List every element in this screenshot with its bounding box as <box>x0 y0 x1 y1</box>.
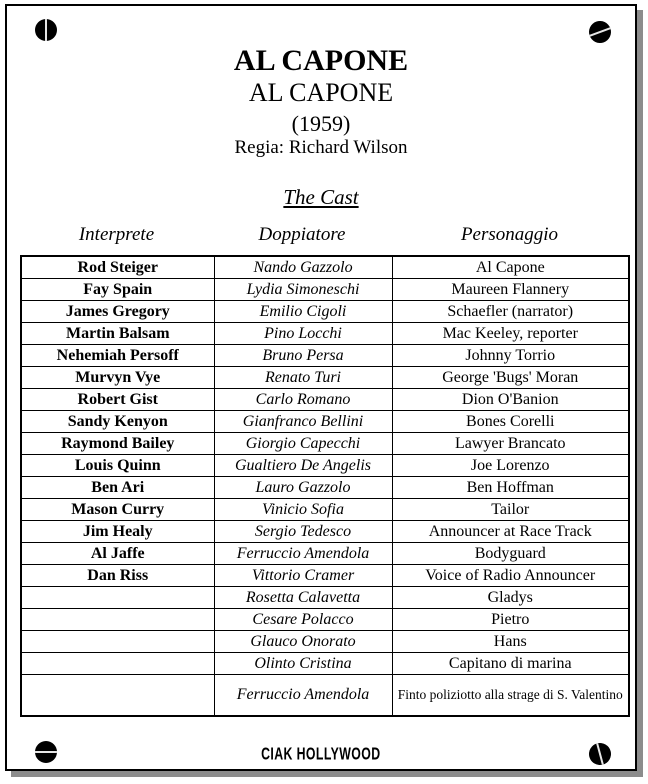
cell-personaggio: Al Capone <box>392 256 629 279</box>
film-header <box>7 6 635 159</box>
cell-interprete: Dan Riss <box>21 564 214 586</box>
cell-doppiatore: Lauro Gazzolo <box>214 476 392 498</box>
column-header-personaggio: Personaggio <box>460 223 559 245</box>
cell-interprete: Louis Quinn <box>21 454 214 476</box>
cast-table-row <box>21 520 629 542</box>
cast-table-row <box>21 608 629 630</box>
film-year: (1959) <box>291 110 351 136</box>
cell-interprete <box>21 674 214 716</box>
cell-doppiatore: Sergio Tedesco <box>214 520 392 542</box>
cast-table-row <box>21 256 629 279</box>
cell-interprete: Robert Gist <box>21 388 214 410</box>
dubbing-card-page <box>5 4 637 771</box>
director-line: Regia: Richard Wilson <box>234 136 408 158</box>
ciak-hollywood-logo: CIAK HOLLYWOOD <box>261 744 381 765</box>
cell-personaggio: Pietro <box>392 608 629 630</box>
original-title: AL CAPONE <box>248 78 394 107</box>
cell-doppiatore: Ferruccio Amendola <box>214 674 392 716</box>
cast-table-row <box>21 344 629 366</box>
cast-table <box>20 255 630 717</box>
cell-doppiatore: Pino Locchi <box>214 322 392 344</box>
cell-personaggio: Maureen Flannery <box>392 278 629 300</box>
cell-personaggio: Lawyer Brancato <box>392 432 629 454</box>
cast-table-row <box>21 586 629 608</box>
cast-table-body <box>21 256 629 716</box>
cast-table-column-headers <box>20 224 628 246</box>
cast-table-row <box>21 476 629 498</box>
cell-interprete: Martin Balsam <box>21 322 214 344</box>
cast-table-row <box>21 366 629 388</box>
cast-table-row <box>21 432 629 454</box>
cell-doppiatore: Vinicio Sofia <box>214 498 392 520</box>
cell-doppiatore: Renato Turi <box>214 366 392 388</box>
cell-doppiatore: Rosetta Calavetta <box>214 586 392 608</box>
cell-interprete <box>21 608 214 630</box>
cell-doppiatore: Bruno Persa <box>214 344 392 366</box>
cell-personaggio: Finto poliziotto alla strage di S. Valentino <box>392 674 629 716</box>
cell-doppiatore: Ferruccio Amendola <box>214 542 392 564</box>
cast-table-row <box>21 322 629 344</box>
cell-personaggio: Hans <box>392 630 629 652</box>
cast-table-row <box>21 300 629 322</box>
cell-interprete: Sandy Kenyon <box>21 410 214 432</box>
cell-interprete: Ben Ari <box>21 476 214 498</box>
cell-interprete: Murvyn Vye <box>21 366 214 388</box>
cast-table-row <box>21 454 629 476</box>
cell-interprete <box>21 630 214 652</box>
page-title: AL CAPONE <box>233 44 409 77</box>
cell-interprete: Fay Spain <box>21 278 214 300</box>
cell-doppiatore: Carlo Romano <box>214 388 392 410</box>
cell-personaggio: Bones Corelli <box>392 410 629 432</box>
cell-interprete: Nehemiah Persoff <box>21 344 214 366</box>
cell-doppiatore: Vittorio Cramer <box>214 564 392 586</box>
cast-table-row <box>21 564 629 586</box>
cell-doppiatore: Lydia Simoneschi <box>214 278 392 300</box>
cell-personaggio: Mac Keeley, reporter <box>392 322 629 344</box>
cast-section-heading <box>7 185 635 210</box>
cell-personaggio: Capitano di marina <box>392 652 629 674</box>
cell-doppiatore: Nando Gazzolo <box>214 256 392 279</box>
cast-table-row <box>21 278 629 300</box>
cell-doppiatore: Gualtiero De Angelis <box>214 454 392 476</box>
screw-icon <box>35 19 57 41</box>
cell-personaggio: Johnny Torrio <box>392 344 629 366</box>
cell-personaggio: Joe Lorenzo <box>392 454 629 476</box>
cell-personaggio: Bodyguard <box>392 542 629 564</box>
cast-table-row <box>21 410 629 432</box>
column-header-doppiatore: Doppiatore <box>258 223 346 245</box>
cell-interprete <box>21 652 214 674</box>
cell-personaggio: Ben Hoffman <box>392 476 629 498</box>
cell-doppiatore: Emilio Cigoli <box>214 300 392 322</box>
cell-personaggio: Announcer at Race Track <box>392 520 629 542</box>
cell-doppiatore: Cesare Polacco <box>214 608 392 630</box>
cast-table-row <box>21 630 629 652</box>
cast-table-row <box>21 498 629 520</box>
cell-personaggio: Gladys <box>392 586 629 608</box>
cast-heading-text: The Cast <box>283 184 359 209</box>
cell-personaggio: George 'Bugs' Moran <box>392 366 629 388</box>
cell-doppiatore: Glauco Onorato <box>214 630 392 652</box>
cell-interprete: Jim Healy <box>21 520 214 542</box>
cell-personaggio: Schaefler (narrator) <box>392 300 629 322</box>
cell-doppiatore: Olinto Cristina <box>214 652 392 674</box>
cell-interprete <box>21 586 214 608</box>
cell-doppiatore: Gianfranco Bellini <box>214 410 392 432</box>
cell-personaggio: Voice of Radio Announcer <box>392 564 629 586</box>
cell-interprete: Rod Steiger <box>21 256 214 279</box>
column-header-interprete: Interprete <box>78 223 155 245</box>
cell-doppiatore: Giorgio Capecchi <box>214 432 392 454</box>
cell-interprete: Al Jaffe <box>21 542 214 564</box>
footer <box>7 746 635 764</box>
cast-table-row <box>21 674 629 716</box>
cell-interprete: Mason Curry <box>21 498 214 520</box>
cell-personaggio: Tailor <box>392 498 629 520</box>
cast-table-row <box>21 652 629 674</box>
cell-interprete: James Gregory <box>21 300 214 322</box>
cell-personaggio: Dion O'Banion <box>392 388 629 410</box>
cell-interprete: Raymond Bailey <box>21 432 214 454</box>
screw-slot <box>587 27 612 38</box>
cast-table-row <box>21 388 629 410</box>
cast-table-row <box>21 542 629 564</box>
screw-slot <box>45 19 47 41</box>
